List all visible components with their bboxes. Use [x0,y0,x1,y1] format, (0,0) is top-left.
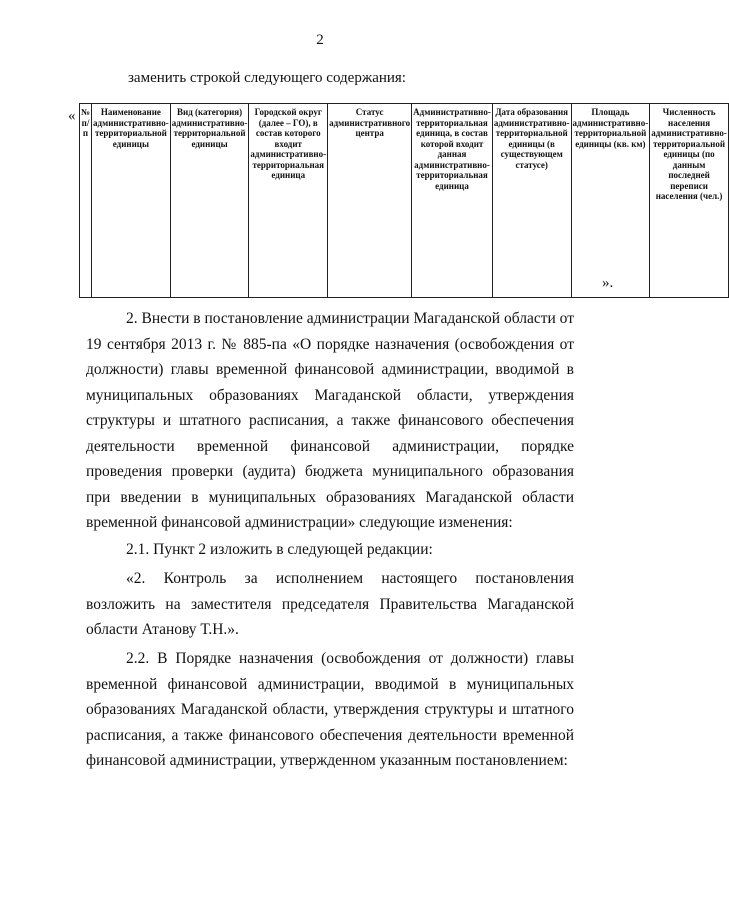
header-unit-name: Наименование административно-территориальной единицы [92,104,171,298]
intro-line: заменить строкой следующего содержания: [128,70,406,86]
closing-quote: ». [602,275,614,291]
paragraph-text: 2.2. В Порядке назначения (освобождения от должности) главы временной финансовой администрации, вводимой в муниципальных образованиях Магаданской области, утверждения структуры и штатного расписания, а также финансового обеспечения деятельности временной финансовой администрации, утвержденном указанным постановлением: [86,650,574,769]
paragraph-2-2 [86,646,574,774]
header-formation-date: Дата образования административно-территориальной единицы (в существующем статусе) [492,104,571,298]
table-header-row [80,104,729,298]
header-unit-category: Вид (категория) административно-территориальной единицы [170,104,249,298]
paragraph-2-1 [86,537,574,563]
opening-quote: « [68,108,76,124]
paragraph-text: 2.1. Пункт 2 изложить в следующей редакции: [126,541,433,558]
header-population: Численность населения административно-территориальной единицы (по данным последней переписи населения (чел.) [650,104,729,298]
paragraph-text: 2. Внести в постановление администрации Магаданской области от 19 сентября 2013 г. № 885-па «О порядке назначения (освобождения от должности) главы временной финансовой администрации, вводимой в муниципальных образованиях Магаданской области, утверждения структуры и штатного расписания, а также финансового обеспечения деятельности временной финансовой администрации, порядке проведения проверки (аудита) бюджета муниципального образования при введении в муниципальных образованиях Магаданской области временной финансовой администрации» следующие изменения: [86,310,574,531]
header-area: Площадь административно-территориальной единицы (кв. км) [571,104,650,298]
header-parent-unit: Административно-территориальная единица, в состав которой входит данная административно-территориальная единица [412,104,493,298]
paragraph-2 [86,306,574,536]
header-admin-center-status: Статус административного центра [328,104,412,298]
header-city-district: Городской округ (далее – ГО), в состав которого входит административно-территориальная единица [249,104,328,298]
amendment-table [79,103,729,298]
paragraph-text: «2. Контроль за исполнением настоящего постановления возложить на заместителя председателя Правительства Магаданской области Атанову Т.Н.». [86,570,574,638]
header-row-number: № п/п [80,104,92,298]
page-number: 2 [316,32,324,48]
paragraph-2-1-quote [86,566,574,643]
